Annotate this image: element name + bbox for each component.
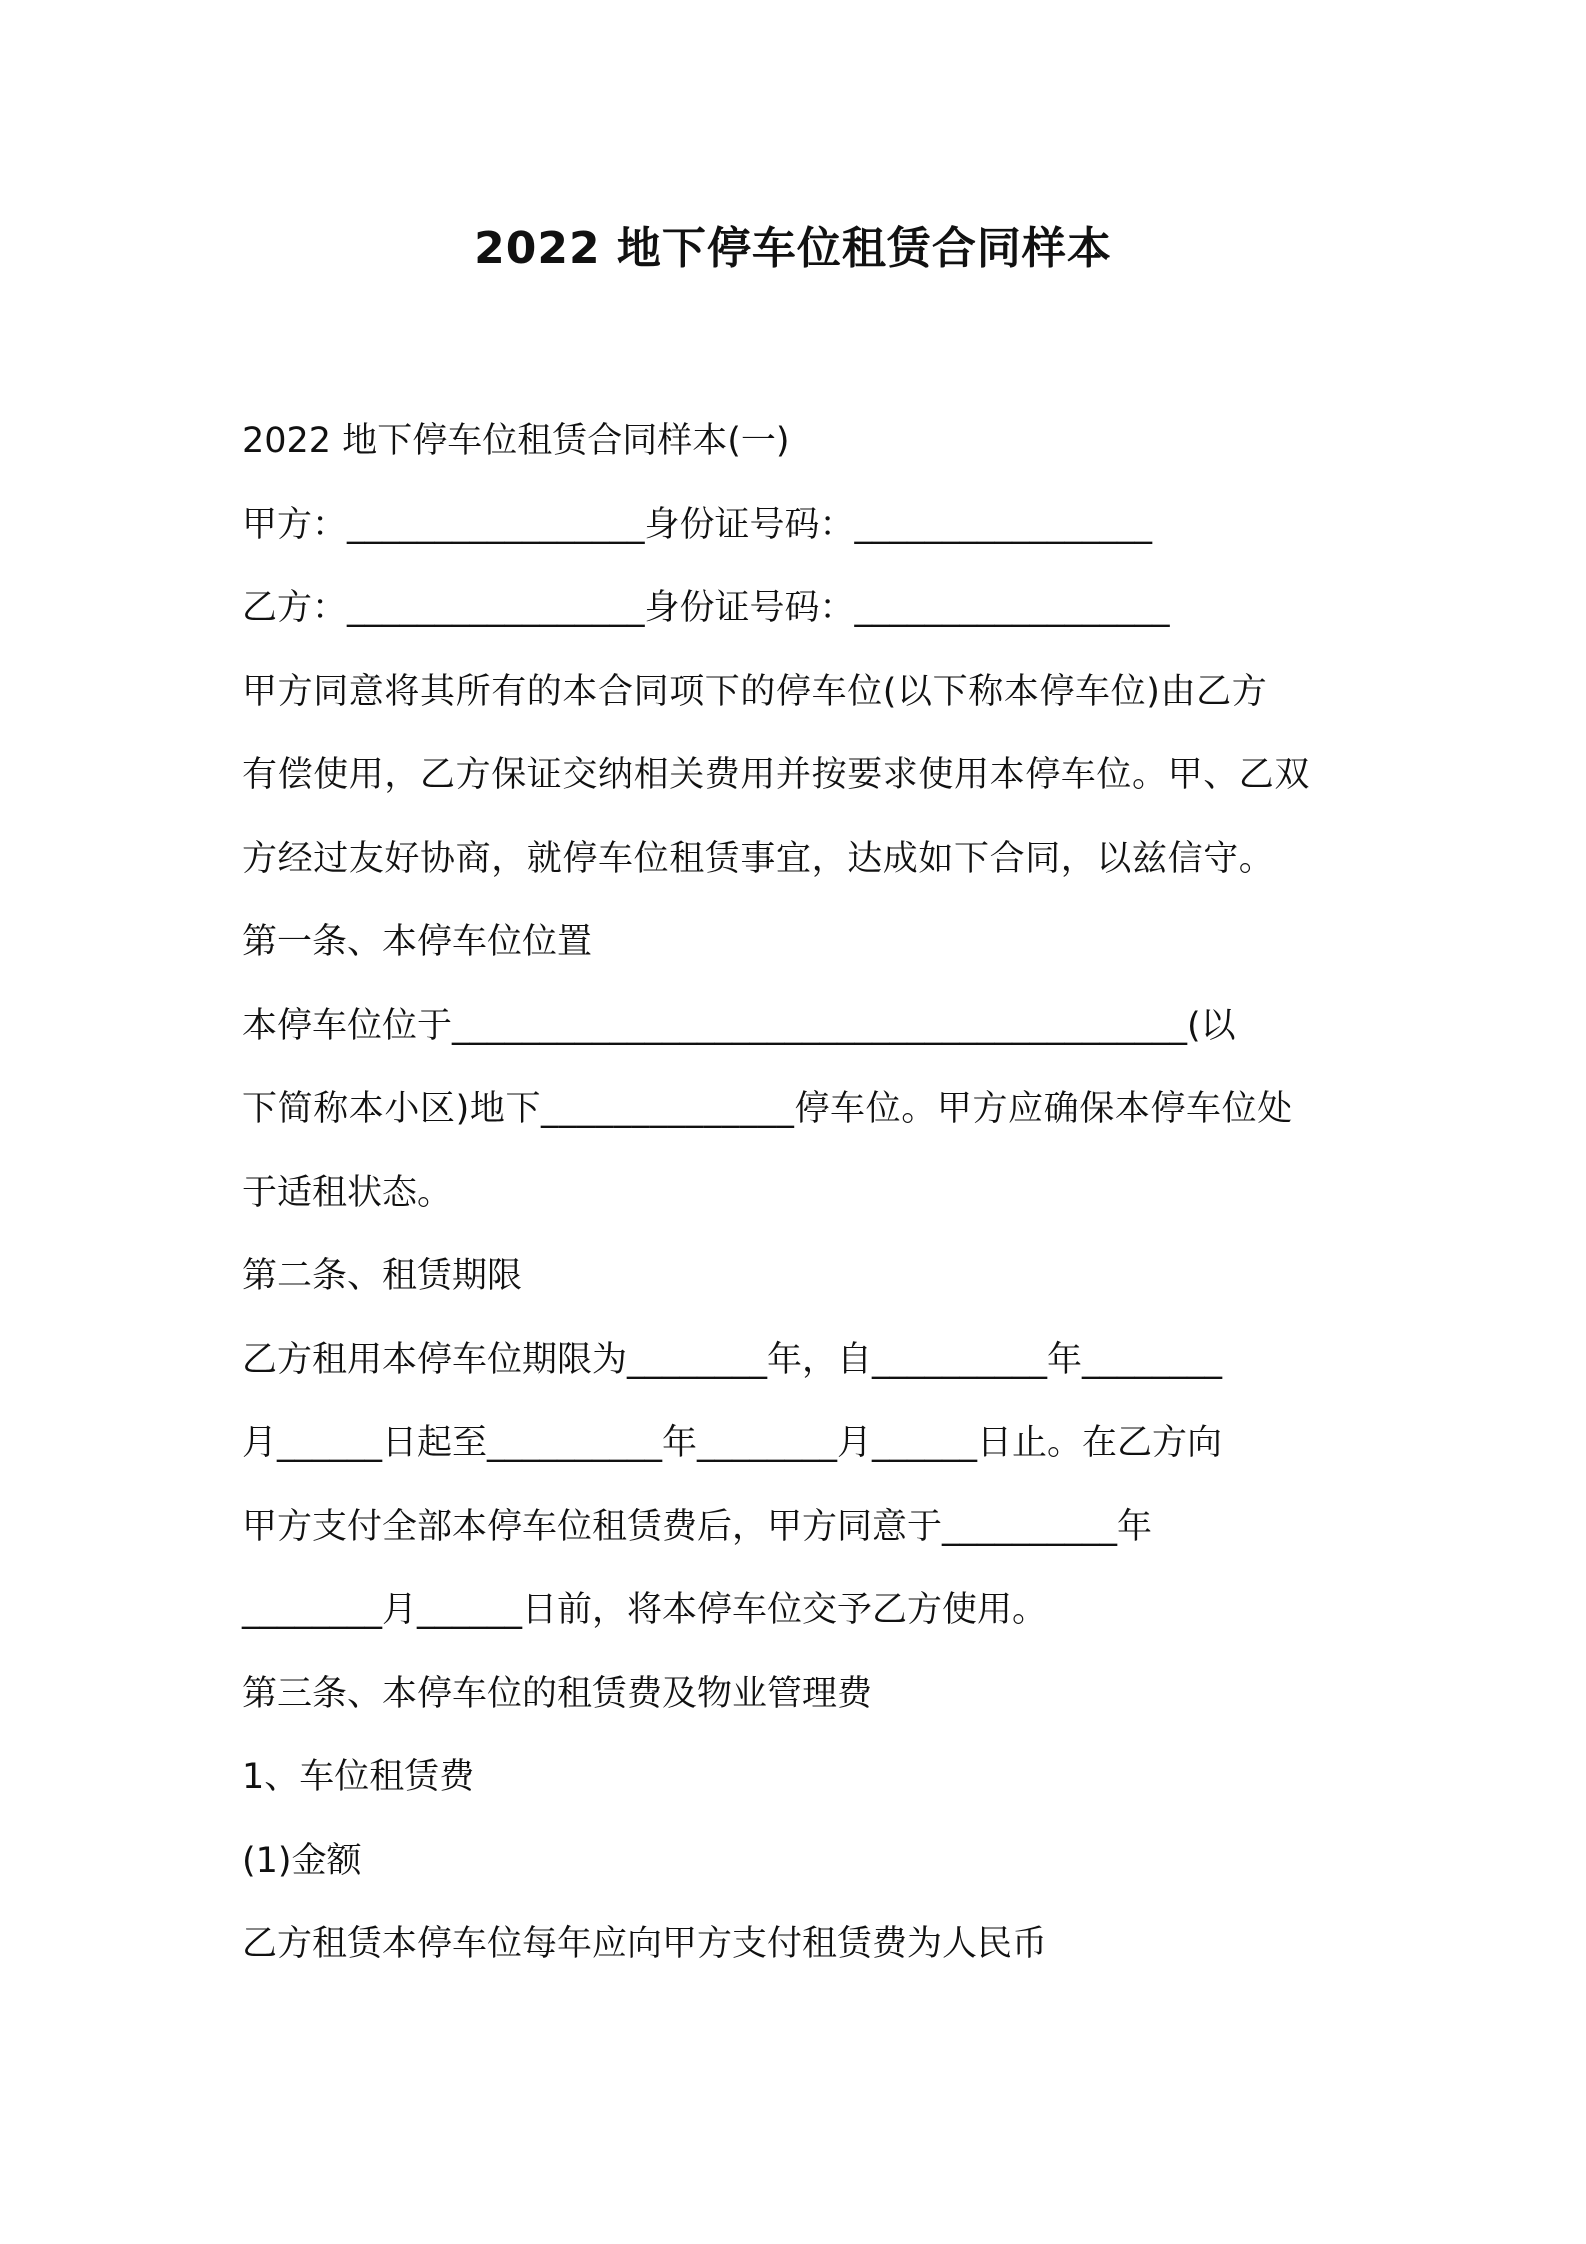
section-heading: 2022 地下停车位租赁合同样本(一) xyxy=(242,421,790,461)
paragraph-line: ________月______日前，将本停车位交予乙方使用。 xyxy=(242,1590,1048,1630)
paragraph-line: 有偿使用，乙方保证交纳相关费用并按要求使用本停车位。甲、乙双 xyxy=(242,755,1311,795)
article-heading: 第三条、本停车位的租赁费及物业管理费 xyxy=(242,1673,873,1714)
paragraph-line: 甲方同意将其所有的本合同项下的停车位(以下称本停车位)由乙方 xyxy=(242,671,1268,712)
paragraph-line: 月______日起至__________年________月______日止。在乙方向 xyxy=(242,1423,1223,1463)
document-body xyxy=(242,400,1362,1987)
paragraph-line: 甲方支付全部本停车位租赁费后，甲方同意于__________年 xyxy=(242,1506,1153,1547)
subsection-heading: 1、车位租赁费 xyxy=(242,1757,475,1797)
paragraph-line: 本停车位位于__________________________________________(以 xyxy=(242,1005,1236,1046)
paragraph-line: 于适租状态。 xyxy=(242,1172,453,1213)
party-b-line: 乙方：_________________身份证号码：__________________ xyxy=(242,588,1170,628)
article-heading: 第一条、本停车位位置 xyxy=(242,922,593,962)
paragraph-line: 乙方租赁本停车位每年应向甲方支付租赁费为人民币 xyxy=(242,1924,1048,1964)
document-title: 2022 地下停车位租赁合同样本 xyxy=(474,223,1112,274)
paragraph-line: 乙方租用本停车位期限为________年，自__________年________ xyxy=(242,1339,1223,1380)
party-a-line: 甲方：_________________身份证号码：_________________ xyxy=(242,504,1153,545)
paragraph-line: 方经过友好协商，就停车位租赁事宜，达成如下合同，以兹信守。 xyxy=(242,838,1275,879)
subsection-heading: (1)金额 xyxy=(242,1840,362,1881)
paragraph-line: 下简称本小区)地下______________停车位。甲方应确保本停车位处 xyxy=(242,1089,1293,1129)
article-heading: 第二条、租赁期限 xyxy=(242,1256,523,1296)
